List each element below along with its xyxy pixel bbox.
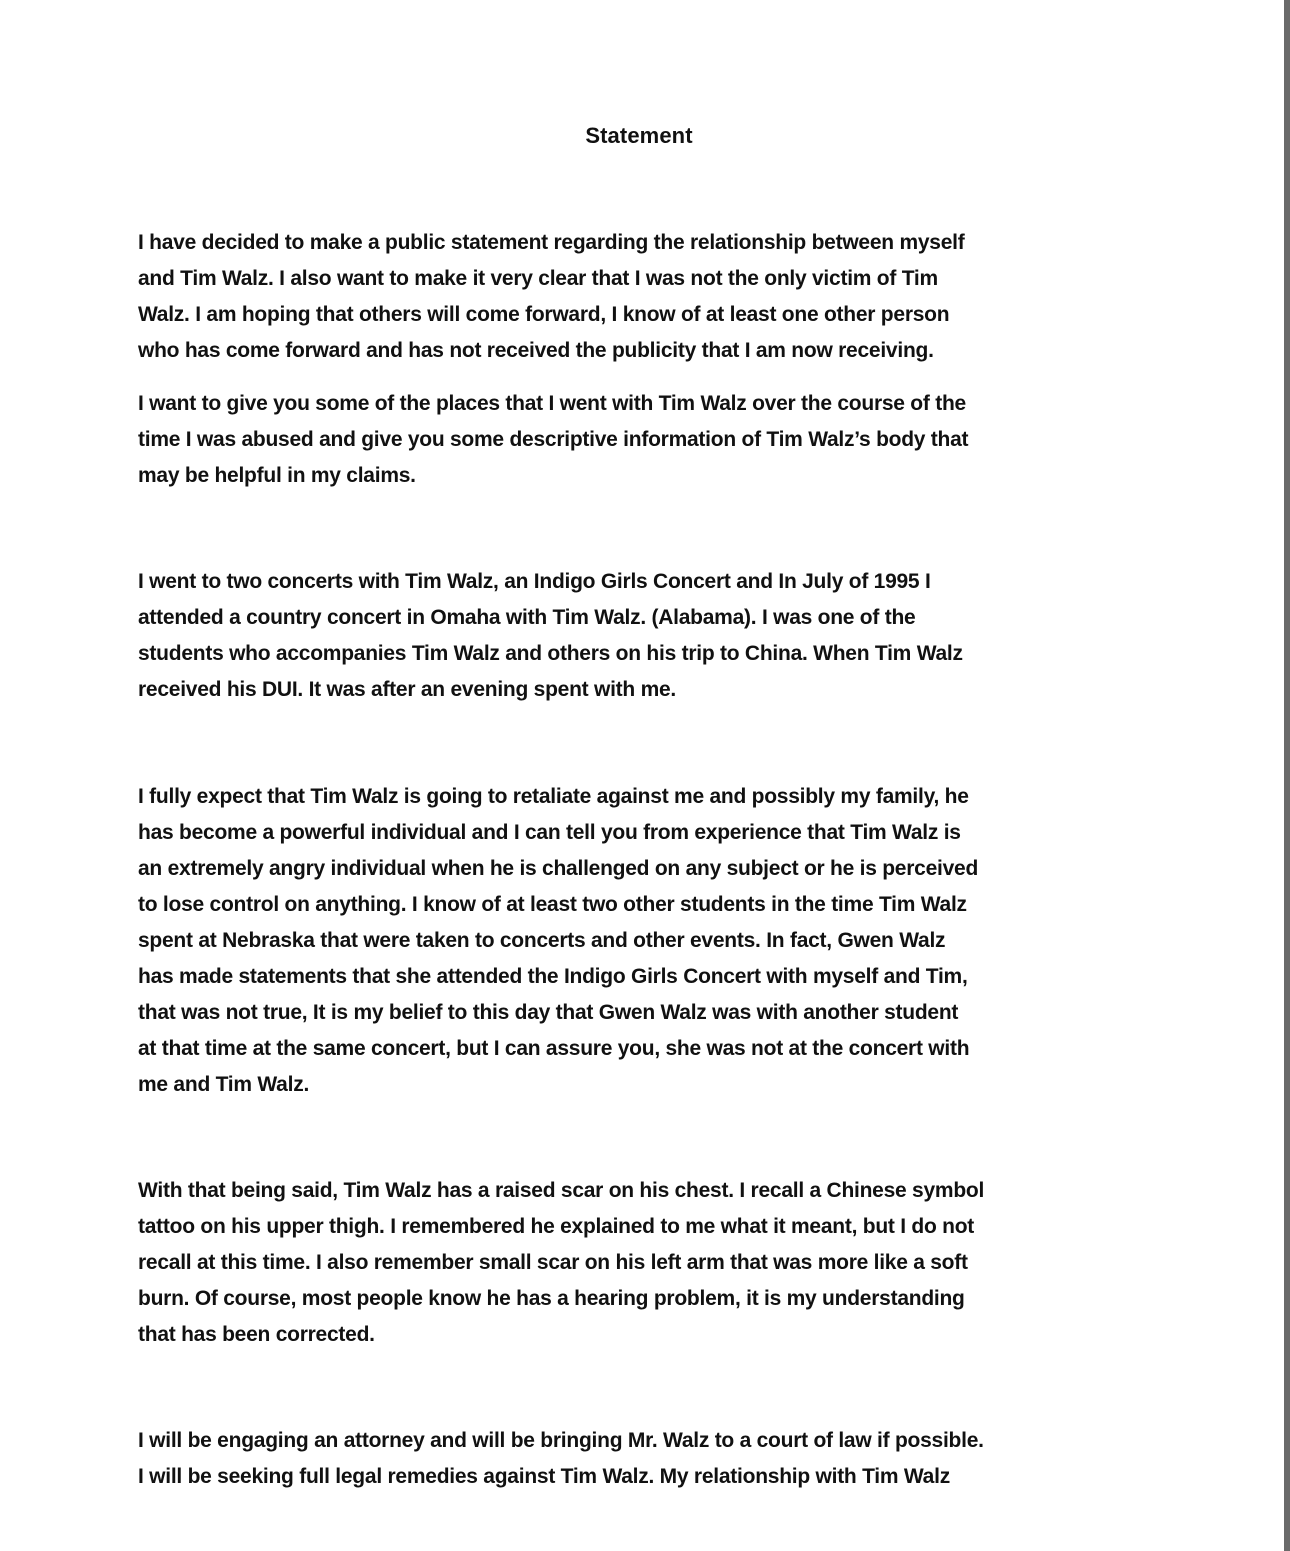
text-line: recall at this time. I also remember small scar on his left arm that was more like a soft	[138, 1251, 968, 1274]
text-line: has become a powerful individual and I can tell you from experience that Tim Walz is	[138, 821, 961, 844]
page-title: Statement	[585, 123, 693, 148]
page-edge-scrollbar	[1284, 0, 1290, 1551]
paragraph-retaliation	[138, 779, 1138, 1103]
text-line: an extremely angry individual when he is challenged on any subject or he is perceived	[138, 857, 979, 880]
text-line: time I was abused and give you some descriptive information of Tim Walz’s body that	[138, 428, 969, 451]
text-line: at that time at the same concert, but I can assure you, she was not at the concert with	[138, 1037, 970, 1060]
text-line: received his DUI. It was after an evening spent with me.	[138, 678, 676, 701]
text-line: tattoo on his upper thigh. I remembered he explained to me what it meant, but I do not	[138, 1215, 975, 1238]
paragraph-concerts	[138, 564, 1138, 708]
paragraph-description	[138, 1173, 1138, 1353]
text-line: to lose control on anything. I know of at least two other students in the time Tim Walz	[138, 893, 967, 916]
text-line: may be helpful in my claims.	[138, 464, 416, 487]
text-line: I fully expect that Tim Walz is going to retaliate against me and possibly my family, he	[138, 785, 969, 808]
text-line: spent at Nebraska that were taken to concerts and other events. In fact, Gwen Walz	[138, 929, 946, 952]
text-line: that has been corrected.	[138, 1323, 375, 1346]
text-line: With that being said, Tim Walz has a raised scar on his chest. I recall a Chinese symbol	[138, 1179, 985, 1202]
text-line: and Tim Walz. I also want to make it very clear that I was not the only victim of Tim	[138, 267, 938, 290]
text-line: who has come forward and has not received the publicity that I am now receiving.	[138, 339, 934, 362]
text-line: that was not true, It is my belief to this day that Gwen Walz was with another student	[138, 1001, 959, 1024]
text-line: attended a country concert in Omaha with Tim Walz. (Alabama). I was one of the	[138, 606, 916, 629]
text-line: I went to two concerts with Tim Walz, an Indigo Girls Concert and In July of 1995 I	[138, 570, 931, 593]
text-line: I want to give you some of the places that I went with Tim Walz over the course of the	[138, 392, 966, 415]
paragraph-legal	[138, 1423, 1138, 1495]
text-line: students who accompanies Tim Walz and others on his trip to China. When Tim Walz	[138, 642, 963, 665]
text-line: me and Tim Walz.	[138, 1073, 310, 1096]
text-line: I have decided to make a public statement regarding the relationship between myself	[138, 231, 965, 254]
text-line: burn. Of course, most people know he has a hearing problem, it is my understanding	[138, 1287, 965, 1310]
text-line: Walz. I am hoping that others will come forward, I know of at least one other person	[138, 303, 950, 326]
text-line: I will be seeking full legal remedies against Tim Walz. My relationship with Tim Walz	[138, 1465, 950, 1488]
text-line: has made statements that she attended the Indigo Girls Concert with myself and Tim,	[138, 965, 968, 988]
paragraph-places	[138, 386, 1138, 494]
text-line: I will be engaging an attorney and will be bringing Mr. Walz to a court of law if possible.	[138, 1429, 984, 1452]
paragraph-public-statement	[138, 225, 1138, 369]
